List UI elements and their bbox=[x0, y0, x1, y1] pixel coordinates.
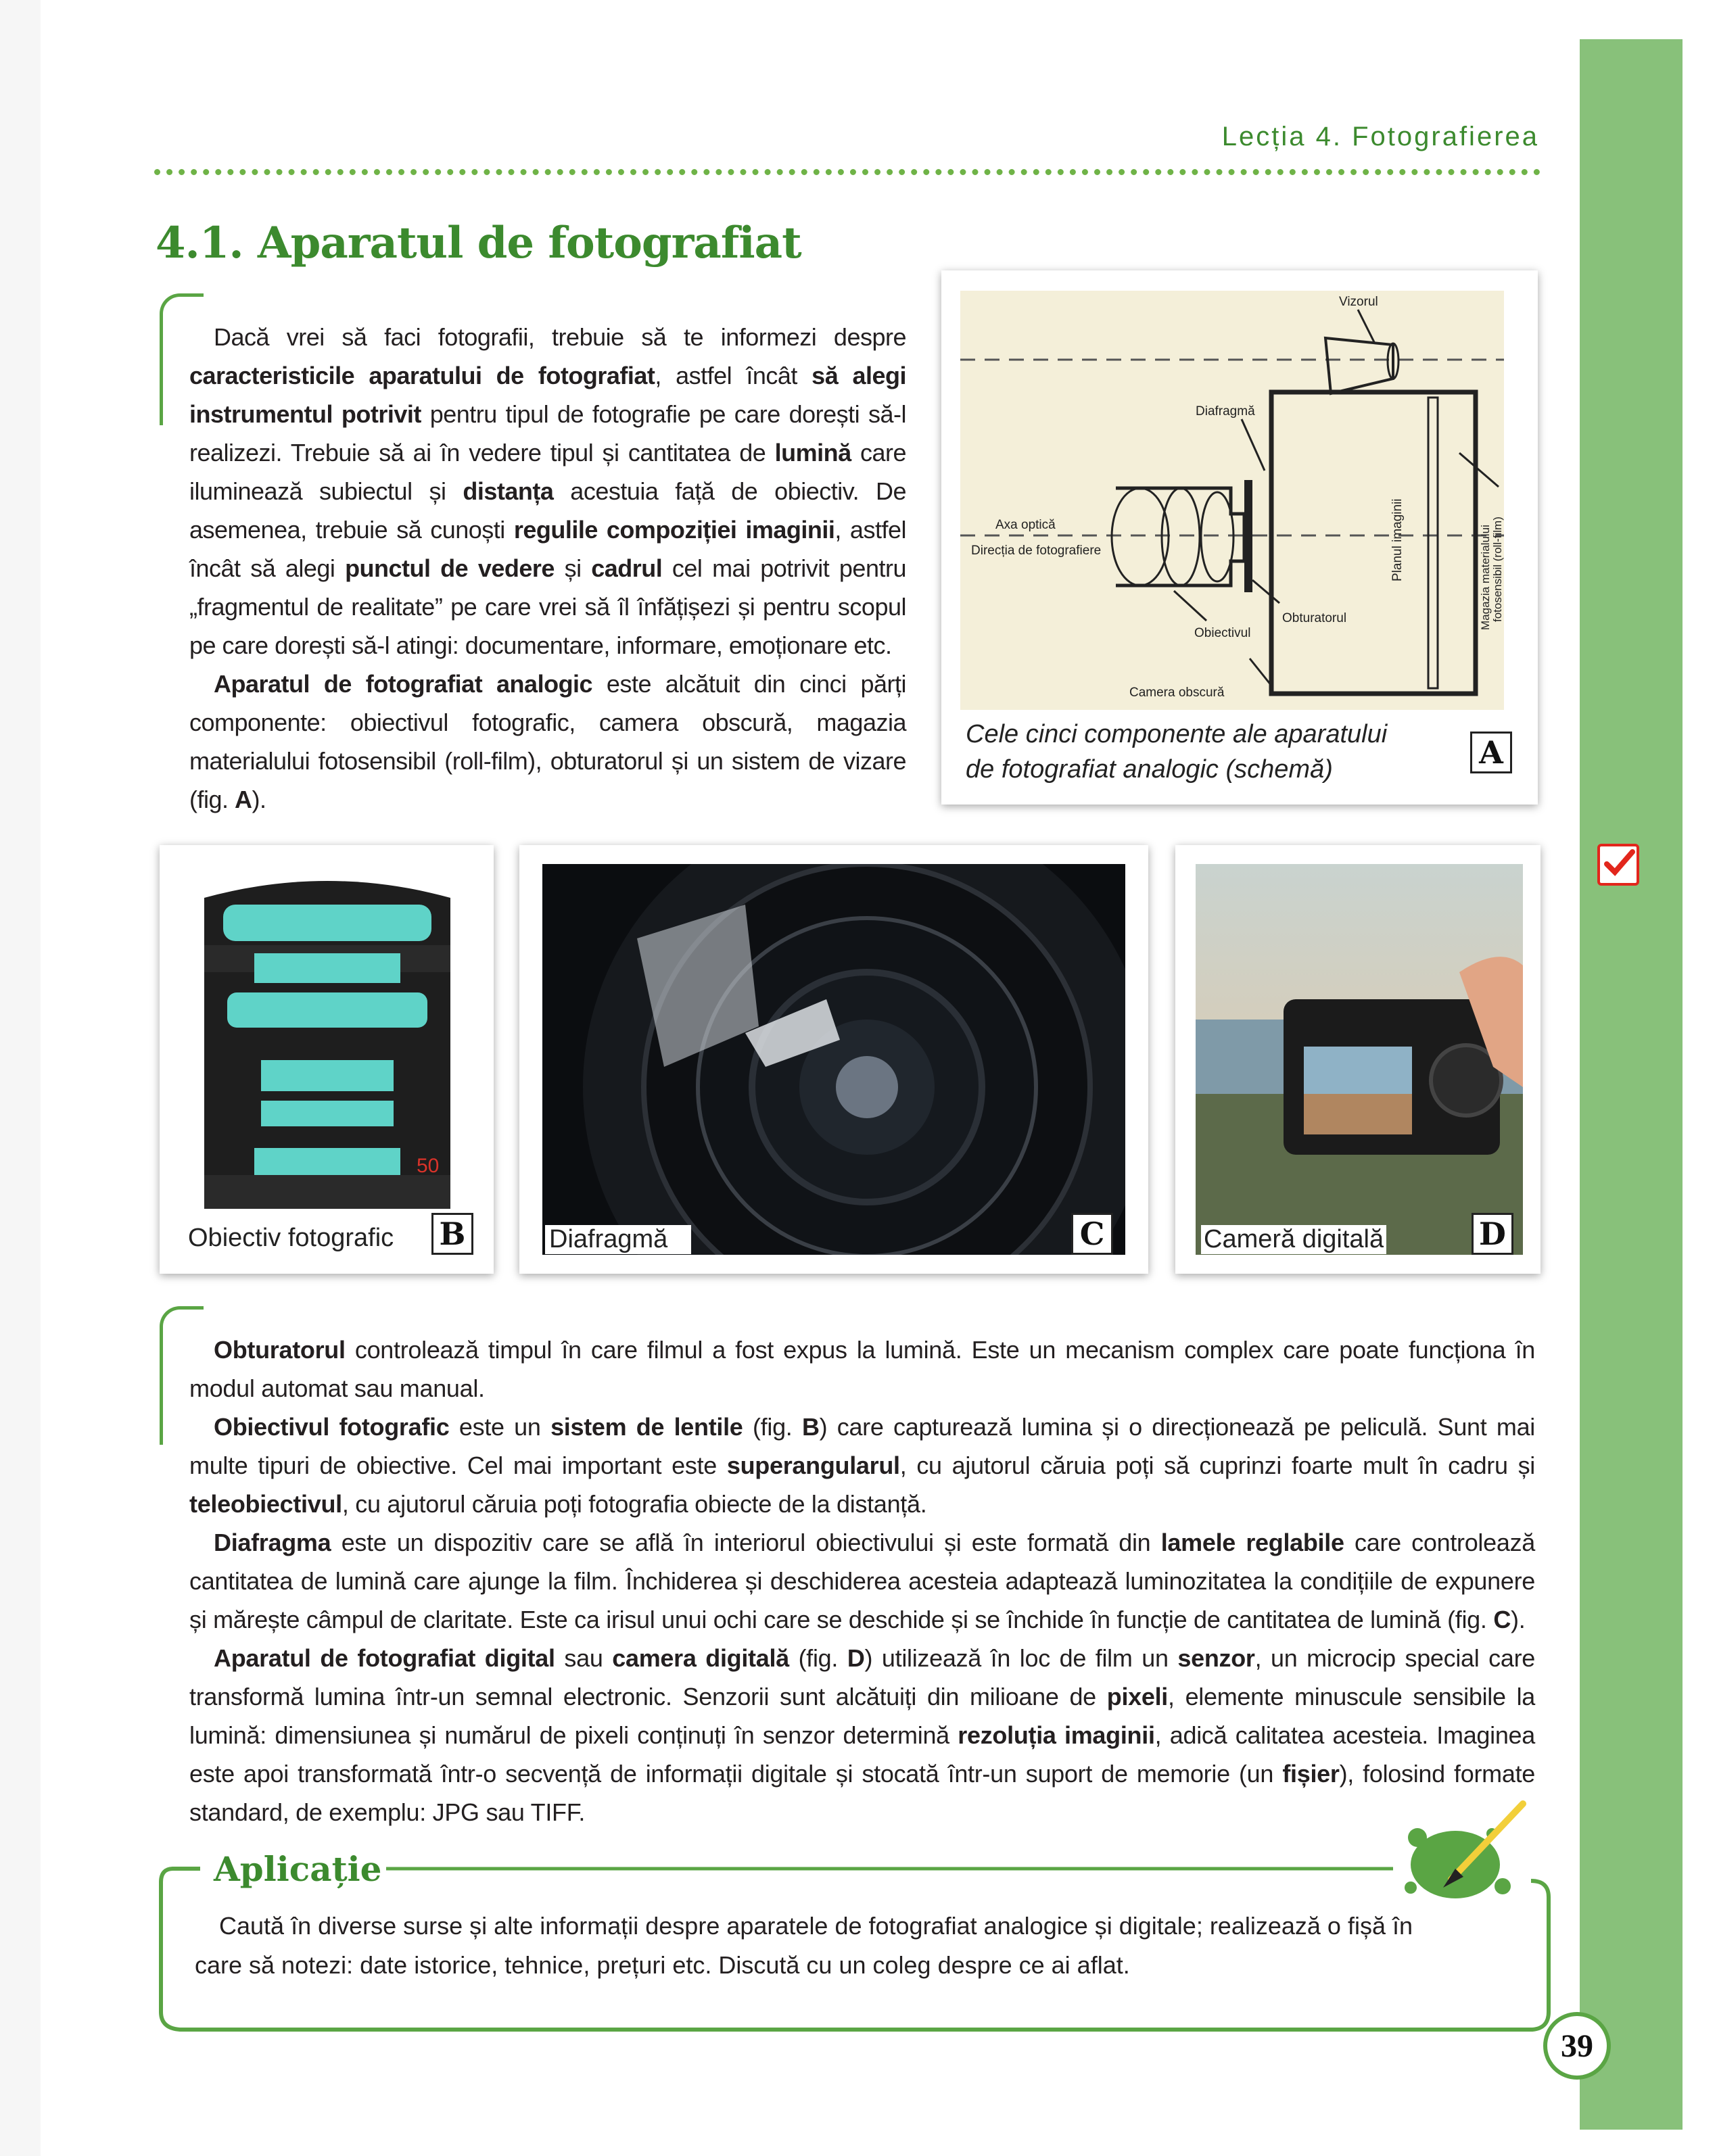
body-paragraph-2-text-9: , cu ajutorul căruia poți fotografia obiecte de la distanță. bbox=[342, 1490, 927, 1518]
body-paragraph-2-bold-term-4: B bbox=[801, 1413, 820, 1441]
body-paragraph-4-text-1: sau bbox=[555, 1644, 613, 1672]
figure-a-panel bbox=[941, 270, 1538, 805]
body-paragraph-4-bold-term-12: fișier bbox=[1282, 1760, 1340, 1788]
figure-b-panel bbox=[160, 845, 494, 1274]
header-divider bbox=[154, 169, 1540, 175]
lens-cutaway-image bbox=[180, 864, 475, 1225]
body-paragraph-3-bold-term-0: Diafragma bbox=[214, 1529, 331, 1556]
body-paragraph-3-text-5: ). bbox=[1511, 1606, 1526, 1633]
application-title: Aplicație bbox=[210, 1849, 386, 1889]
figure-c-caption: Diafragmă bbox=[545, 1225, 691, 1254]
body-paragraph-3 bbox=[189, 1523, 1535, 1639]
body-paragraph-2-bold-term-0: Obiectivul fotografic bbox=[214, 1413, 450, 1441]
application-paragraph: Caută în diverse surse și alte informații despre aparatele de fotografiat analogice și digitale; realizează o fișă în care să notezi: date istorice, tehnice, prețuri etc. Discută cu un coleg despre ce ai aflat. bbox=[195, 1912, 1413, 1979]
body-paragraph-4-bold-term-2: camera digitală bbox=[612, 1644, 789, 1672]
intro-paragraph-1-bold-term-1: caracteristicile aparatului de fotografiat bbox=[189, 362, 655, 389]
checkbox-icon bbox=[1597, 844, 1639, 886]
figure-d-panel bbox=[1175, 845, 1540, 1274]
body-paragraph-4-text-11: , adică calitatea acesteia. Imaginea este apoi transformată într-o secvență de informații digitale și stocată într-un suport de memorie (un bbox=[189, 1721, 1535, 1788]
intro-paragraph-1-text-2: , astfel încât bbox=[655, 362, 812, 389]
figure-b-letter: B bbox=[431, 1213, 473, 1255]
label-obturatorul: Obturatorul bbox=[1282, 611, 1347, 625]
body-paragraph-4-bold-term-8: pixeli bbox=[1106, 1683, 1169, 1710]
body-paragraph-1-text-1: controlează timpul în care filmul a fost expus la lumină. Este un mecanism complex care poate funcționa în modul automat sau manual. bbox=[189, 1336, 1535, 1402]
body-paragraph-2-bold-term-8: teleobiectivul bbox=[189, 1490, 342, 1518]
label-obiectivul: Obiectivul bbox=[1194, 626, 1251, 640]
label-planul: Planul imaginii bbox=[1390, 498, 1405, 581]
intro-paragraph-1-bold-term-13: cadrul bbox=[591, 554, 663, 582]
figure-a-caption-line-1: Cele cinci componente ale aparatului bbox=[966, 720, 1388, 748]
body-paragraph-4-bold-term-6: senzor bbox=[1177, 1644, 1255, 1672]
label-magazia-2: fotosensibil (roll-film) bbox=[1491, 517, 1504, 622]
label-diafragma: Diafragmă bbox=[1196, 404, 1255, 418]
camera-schematic bbox=[960, 291, 1545, 710]
figure-c-letter: C bbox=[1071, 1213, 1113, 1255]
body-paragraph-3-text-1: este un dispozitiv care se află în interiorul obiectivului și este formată din bbox=[331, 1529, 1161, 1556]
intro-paragraph-1-text-4: pentru tipul de fotografie pe care dorești să-l realizezi. Trebuie să ai în vedere tipul și cantitatea de bbox=[189, 400, 906, 466]
intro-paragraph-1-text-0: Dacă vrei să faci fotografii, trebuie să te informezi despre bbox=[214, 323, 906, 351]
figure-a-caption bbox=[966, 717, 1387, 787]
body-paragraph-2-text-5: ) care capturează lumina și o direcționează pe peliculă. Sunt mai multe tipuri de obiective. Cel mai important este bbox=[189, 1413, 1536, 1479]
body-paragraph-2-text-7: , cu ajutorul căruia poți să cuprinzi foarte mult în cadru și bbox=[899, 1452, 1535, 1479]
body-paragraph-2 bbox=[189, 1408, 1535, 1523]
label-axa: Axa optică bbox=[995, 518, 1056, 532]
intro-paragraph-2-text-3: ). bbox=[252, 786, 266, 813]
digital-camera-image bbox=[1196, 864, 1523, 1255]
application-text bbox=[195, 1907, 1466, 1985]
intro-text bbox=[189, 318, 906, 819]
body-paragraph-2-bold-term-6: superangularul bbox=[726, 1452, 900, 1479]
intro-paragraph-2-text-1: este alcătuit din cinci părți componente: obiectivul fotografic, camera obscură, magazia materialului fotosensibil (roll-film), obturatorul și un sistem de vizare (fig. bbox=[189, 670, 906, 813]
section-title: 4.1. Aparatul de fotografiat bbox=[156, 218, 801, 268]
body-paragraph-3-text-3: care controlează cantitatea de lumină care ajunge la film. Închiderea și deschiderea acesteia adaptează luminozitatea la condițiile de expunere și mărește câmpul de claritate. Este ca irisul unui ochi care se deschide și se închide în funcție de cantitatea de lumină (fig. bbox=[189, 1529, 1535, 1633]
body-text bbox=[189, 1331, 1535, 1831]
body-paragraph-4 bbox=[189, 1639, 1535, 1831]
body-paragraph-4-text-5: ) utilizează în loc de film un bbox=[864, 1644, 1178, 1672]
figure-d-letter: D bbox=[1472, 1213, 1513, 1255]
body-paragraph-2-bold-term-2: sistem de lentile bbox=[550, 1413, 743, 1441]
body-paragraph-4-text-9: , elemente minuscule sensibile la lumină: dimensiunea și numărul de pixeli conținuți în senzor determină bbox=[189, 1683, 1535, 1749]
body-paragraph-4-text-13: ), folosind formate standard, de exemplu: JPG sau TIFF. bbox=[189, 1760, 1535, 1826]
intro-paragraph-1-bold-term-7: distanța bbox=[463, 477, 554, 505]
paint-splash-icon bbox=[1390, 1798, 1532, 1913]
intro-paragraph-1-text-8: acestuia față de obiectiv. De asemenea, trebuie să cunoști bbox=[189, 477, 906, 544]
label-camera: Camera obscură bbox=[1129, 686, 1225, 700]
body-paragraph-4-bold-term-0: Aparatul de fotografiat digital bbox=[214, 1644, 555, 1672]
page-number: 39 bbox=[1543, 2012, 1611, 2080]
intro-paragraph-1-text-6: care iluminează subiectul și bbox=[189, 439, 906, 505]
intro-paragraph-2-bold-term-2: A bbox=[235, 786, 252, 813]
page-edge bbox=[0, 0, 41, 2156]
body-paragraph-3-bold-term-2: lamele reglabile bbox=[1160, 1529, 1344, 1556]
body-paragraph-4-bold-term-4: D bbox=[847, 1644, 865, 1672]
aperture-image bbox=[542, 864, 1125, 1255]
body-paragraph-4-text-3: (fig. bbox=[789, 1644, 847, 1672]
body-paragraph-2-text-1: este un bbox=[449, 1413, 551, 1441]
intro-paragraph-1-text-14: cel mai potrivit pentru „fragmentul de realitate” pe care vrei să îl înfățișezi și pentru scopul pe care dorești să-l atingi: documentare, informare, emoționare etc. bbox=[189, 554, 906, 659]
intro-paragraph-1-bold-term-5: lumină bbox=[774, 439, 851, 466]
figure-a-caption-line-2: de fotografiat analogic (schemă) bbox=[966, 755, 1333, 784]
intro-paragraph-1 bbox=[189, 318, 906, 665]
label-directia: Direcția de fotografiere bbox=[971, 544, 1102, 558]
label-magazia-1: Magazia materialului bbox=[1479, 525, 1492, 630]
intro-paragraph-1-text-10: , astfel încât să alegi bbox=[189, 516, 906, 582]
label-vizorul: Vizorul bbox=[1339, 295, 1378, 309]
intro-paragraph-2-bold-term-0: Aparatul de fotografiat analogic bbox=[214, 670, 593, 698]
figure-d-caption: Cameră digitală bbox=[1201, 1225, 1386, 1254]
intro-paragraph-1-text-12: și bbox=[554, 554, 592, 582]
figure-b-caption: Obiectiv fotografic bbox=[185, 1224, 396, 1253]
body-paragraph-4-text-7: , un microcip special care transformă lumina într-un semnal electronic. Senzorii sunt alcătuiți din milioane de bbox=[189, 1644, 1535, 1710]
intro-paragraph-2 bbox=[189, 665, 906, 819]
figure-c-panel bbox=[519, 845, 1148, 1274]
body-paragraph-4-bold-term-10: rezoluția imaginii bbox=[958, 1721, 1155, 1749]
body-paragraph-2-text-3: (fig. bbox=[743, 1413, 802, 1441]
intro-paragraph-1-bold-term-9: regulile compoziției imaginii bbox=[513, 516, 835, 544]
intro-paragraph-1-bold-term-11: punctul de vedere bbox=[345, 554, 555, 582]
lesson-header: Lecția 4. Fotografierea bbox=[1221, 122, 1539, 151]
lens-50-mark: 50 bbox=[417, 1155, 440, 1177]
body-paragraph-1-bold-term-0: Obturatorul bbox=[214, 1336, 346, 1364]
intro-paragraph-1-bold-term-3: să alegi instrumentul potrivit bbox=[189, 362, 906, 428]
body-paragraph-3-bold-term-4: C bbox=[1493, 1606, 1511, 1633]
side-band bbox=[1580, 39, 1683, 2130]
figure-a-letter: A bbox=[1470, 732, 1512, 773]
body-paragraph-1 bbox=[189, 1331, 1535, 1408]
